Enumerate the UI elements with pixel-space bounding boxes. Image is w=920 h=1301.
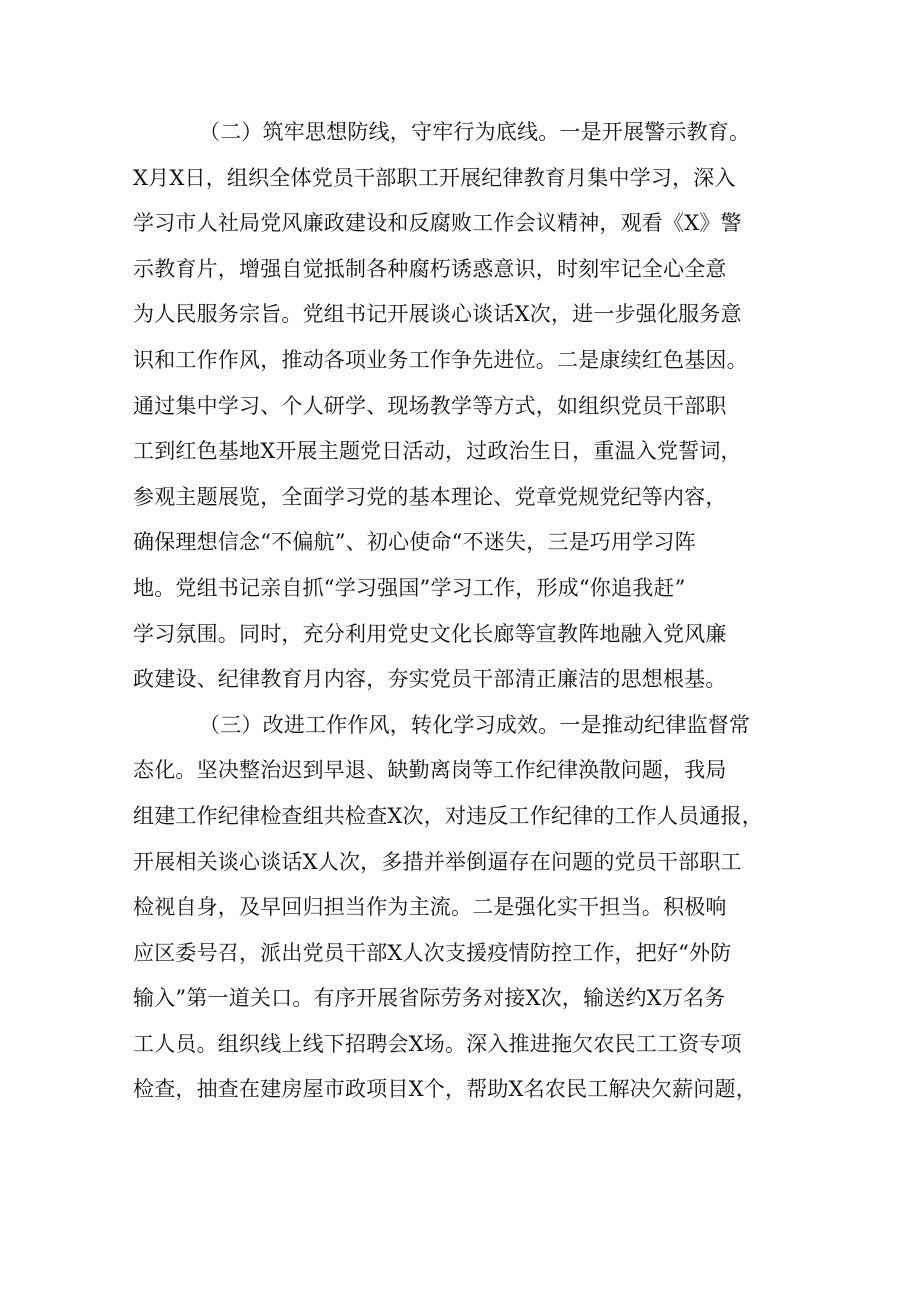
text-line: 工到红色基地X开展主题党日活动，过政治生日，重温入党誓词， xyxy=(133,439,742,464)
text-line: 应区委号召，派出党员干部X人次支援疫情防控工作，把好“外防 xyxy=(133,940,732,965)
text-line: 通过集中学习、个人研学、现场教学等方式，如组织党员干部职 xyxy=(133,393,727,418)
text-line: （二）筑牢思想防线，守牢行为底线。一是开展警示教育。 xyxy=(199,120,751,144)
text-line: X月X日，组织全体党员干部职工开展纪律教育月集中学习，深入 xyxy=(133,165,736,190)
text-line: 检查，抽查在建房屋市政项目X个，帮助X名农民工解决欠薪问题， xyxy=(133,1077,757,1102)
text-line: 态化。坚决整治迟到早退、缺勤离岗等工作纪律涣散问题，我局 xyxy=(133,758,727,783)
text-line: 学习市人社局党风廉政建设和反腐败工作会议精神，观看《X》警 xyxy=(133,211,742,236)
document-body xyxy=(133,110,793,1113)
text-line: 确保理想信念“不偏航”、初心使命“不迷失，三是巧用学习阵 xyxy=(133,530,696,555)
text-line: 示教育片，增强自觉抵制各种腐朽诱惑意识，时刻牢记全心全意 xyxy=(133,256,727,281)
text-line: 地。党组书记亲自抓“学习强国”学习工作，形成“你追我赶” xyxy=(133,575,686,600)
text-line: 开展相关谈心谈话X人次，多措并举倒逼存在问题的党员干部职工 xyxy=(133,849,742,874)
text-line: 输入”第一道关口。有序开展省际劳务对接X次，输送约X万名务 xyxy=(133,986,726,1011)
text-line: 参观主题展览，全面学习党的基本理论、党章党规党纪等内容， xyxy=(133,484,727,509)
text-line: 识和工作作风，推动各项业务工作争先进位。二是康续红色基因。 xyxy=(133,347,748,372)
text-line: 学习氛围。同时，充分利用党史文化长廊等宣教阵地融入党风廉 xyxy=(133,621,727,646)
text-line: 为人民服务宗旨。党组书记开展谈心谈话X次，进一步强化服务意 xyxy=(133,302,742,327)
paragraph-section-3 xyxy=(133,703,793,1113)
text-line: 检视自身，及早回归担当作为主流。二是强化实干担当。积极响 xyxy=(133,895,727,920)
text-line: 政建设、纪律教育月内容，夯实党员干部清正廉洁的思想根基。 xyxy=(133,667,727,692)
paragraph-section-2 xyxy=(133,110,793,703)
text-line: 组建工作纪律检查组共检查X次，对违反工作纪律的工作人员通报， xyxy=(133,803,763,828)
text-line: 工人员。组织线上线下招聘会X场。深入推进拖欠农民工工资专项 xyxy=(133,1031,742,1056)
text-line: （三）改进工作作风，转化学习成效。一是推动纪律监督常 xyxy=(199,712,751,737)
